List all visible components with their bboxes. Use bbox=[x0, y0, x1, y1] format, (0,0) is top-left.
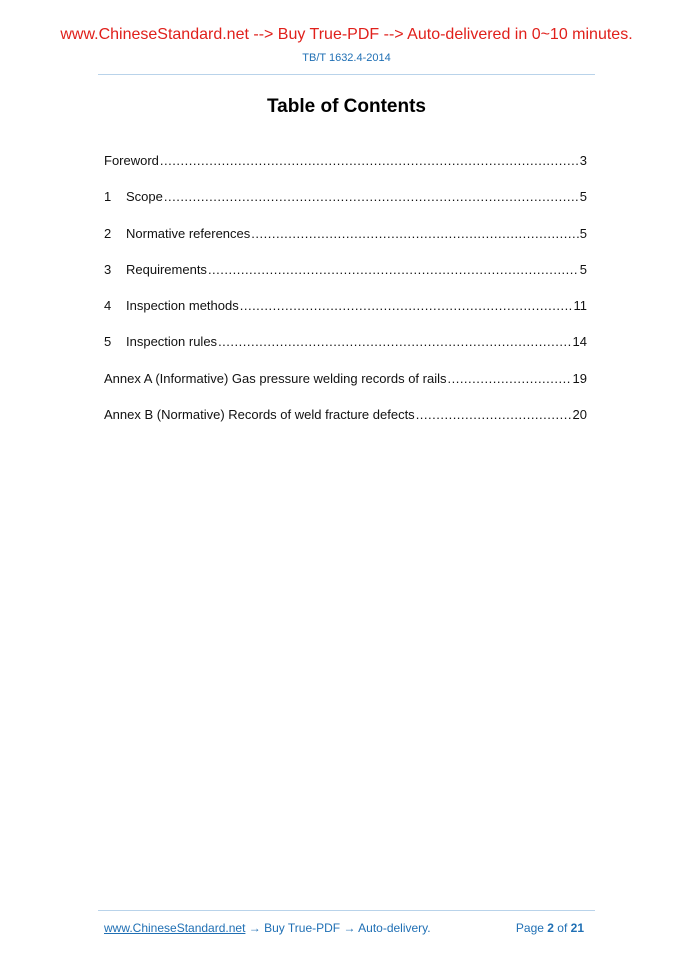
toc-entry-text: Scope bbox=[126, 189, 163, 205]
toc-entry-text: Inspection methods bbox=[126, 298, 239, 314]
toc-entry-requirements[interactable] bbox=[104, 262, 587, 298]
page-footer bbox=[104, 921, 584, 935]
toc-entry-normative-references[interactable] bbox=[104, 226, 587, 262]
arrow-right-icon: → bbox=[340, 921, 359, 935]
toc-entry-page: 5 bbox=[579, 189, 587, 205]
toc-entry-page: 11 bbox=[573, 298, 587, 314]
page-number bbox=[516, 921, 584, 935]
toc-leader-dots bbox=[208, 262, 579, 277]
toc-entry-text: Annex B (Normative) Records of weld fracture defects bbox=[104, 407, 415, 423]
page-of-label: of bbox=[553, 921, 571, 935]
toc-leader-dots bbox=[218, 334, 571, 349]
footer-purchase-line bbox=[104, 921, 431, 935]
toc-entry-number: 1 bbox=[104, 189, 112, 205]
table-of-contents bbox=[104, 153, 587, 443]
toc-entry-text: Normative references bbox=[126, 225, 251, 241]
toc-entry-foreword[interactable] bbox=[104, 153, 587, 189]
toc-entry-inspection-methods[interactable] bbox=[104, 298, 587, 334]
toc-entry-inspection-rules[interactable] bbox=[104, 334, 587, 370]
page-current: 2 bbox=[547, 921, 554, 935]
top-banner[interactable]: www.ChineseStandard.net --> Buy True-PDF --> Auto-delivered in 0~10 minutes. bbox=[60, 26, 633, 43]
toc-entry-page: 3 bbox=[579, 153, 587, 168]
toc-entry-page: 5 bbox=[579, 225, 587, 241]
toc-leader-dots bbox=[160, 153, 579, 168]
toc-leader-dots bbox=[251, 226, 578, 241]
page-total: 21 bbox=[570, 921, 584, 935]
toc-entry-page: 19 bbox=[572, 370, 587, 386]
toc-entry-page: 14 bbox=[572, 334, 587, 350]
toc-entry-scope[interactable] bbox=[104, 189, 587, 225]
toc-leader-dots bbox=[164, 189, 579, 204]
arrow-right-icon: → bbox=[245, 921, 265, 935]
toc-entry-number: 4 bbox=[104, 298, 112, 314]
page-title: Table of Contents bbox=[266, 96, 427, 117]
toc-entry-number: 5 bbox=[104, 334, 112, 350]
toc-entry-number: 3 bbox=[104, 261, 112, 277]
toc-entry-text: Foreword bbox=[104, 153, 159, 168]
toc-entry-page: 20 bbox=[572, 407, 587, 423]
toc-entry-annex-b[interactable] bbox=[104, 407, 587, 443]
standard-code: TB/T 1632.4-2014 bbox=[302, 52, 391, 64]
toc-leader-dots bbox=[416, 407, 572, 422]
page-label: Page bbox=[515, 921, 548, 935]
footer-buy-text: Buy True-PDF bbox=[264, 921, 341, 935]
toc-entry-text: Requirements bbox=[126, 261, 207, 277]
header-divider bbox=[98, 74, 595, 75]
toc-leader-dots bbox=[447, 371, 571, 386]
footer-site-link[interactable]: www.ChineseStandard.net bbox=[104, 921, 246, 935]
toc-entry-text: Annex A (Informative) Gas pressure welding records of rails bbox=[104, 370, 447, 386]
toc-entry-annex-a[interactable] bbox=[104, 371, 587, 407]
toc-entry-number: 2 bbox=[104, 225, 112, 241]
toc-entry-text: Inspection rules bbox=[126, 334, 218, 350]
footer-divider bbox=[98, 910, 595, 911]
toc-entry-page: 5 bbox=[579, 261, 587, 277]
toc-leader-dots bbox=[240, 298, 573, 313]
footer-delivery-text: Auto-delivery. bbox=[358, 921, 431, 935]
